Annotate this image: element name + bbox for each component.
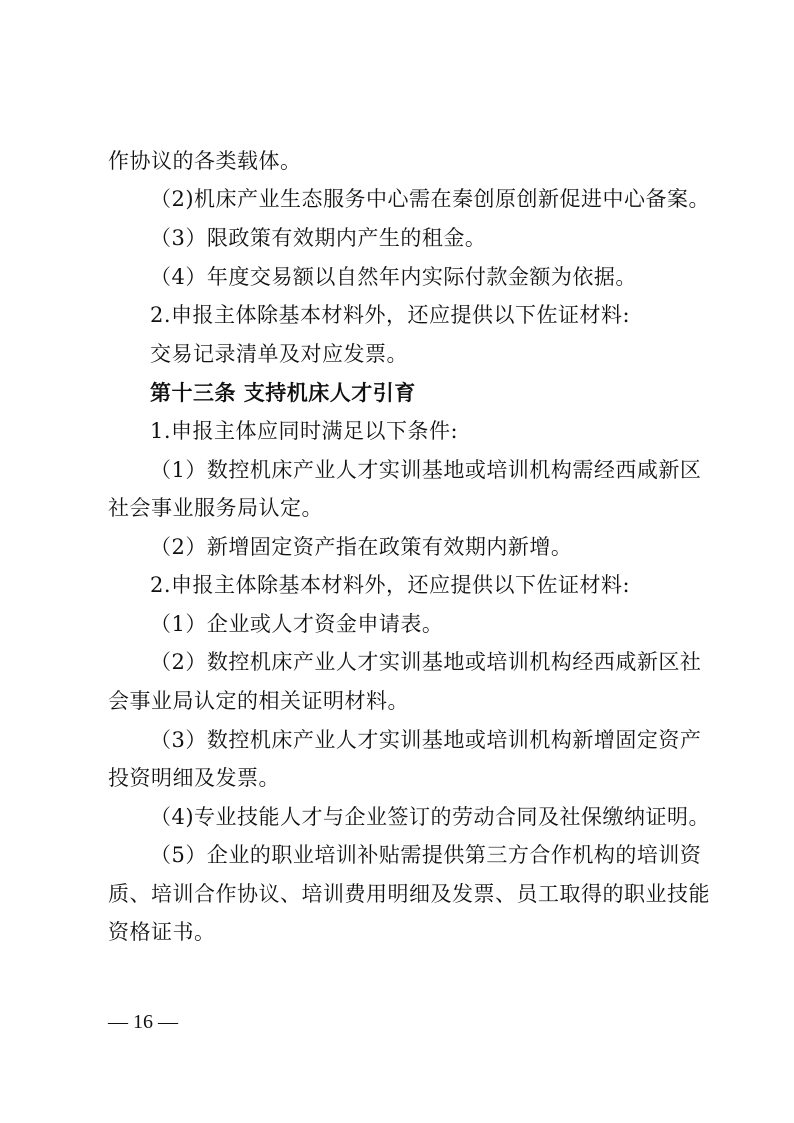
- text-line-4: （4）年度交易额以自然年内实际付款金额为依据。: [150, 265, 637, 289]
- text-line-6: 交易记录清单及对应发票。: [150, 342, 408, 366]
- text-line-9: （1）数控机床产业人才实训基地或培训机构需经西咸新区: [150, 458, 702, 482]
- text-line-16: （3）数控机床产业人才实训基地或培训机构新增固定资产: [150, 728, 702, 752]
- text-line-1: 作协议的各类载体。: [108, 149, 302, 173]
- text-line-20: 质、培训合作协议、培训费用明细及发票、员工取得的职业技能: [108, 882, 710, 906]
- page-number: — 16 —: [108, 1011, 178, 1033]
- text-line-2: （2)机床产业生态服务中心需在秦创原创新促进中心备案。: [150, 187, 711, 211]
- text-line-8: 1.申报主体应同时满足以下条件:: [150, 419, 459, 443]
- text-line-5: 2.申报主体除基本材料外，还应提供以下佐证材料:: [150, 303, 631, 327]
- text-line-18: （4)专业技能人才与企业签订的劳动合同及社保缴纳证明。: [150, 805, 711, 829]
- text-line-10: 社会事业服务局认定。: [108, 496, 323, 520]
- text-line-19: （5）企业的职业培训补贴需提供第三方合作机构的培训资: [150, 843, 702, 867]
- article-heading: 第十三条 支持机床人才引育: [150, 381, 416, 405]
- text-line-14: （2）数控机床产业人才实训基地或培训机构经西咸新区社: [150, 650, 702, 674]
- text-line-12: 2.申报主体除基本材料外，还应提供以下佐证材料:: [150, 573, 631, 597]
- text-line-11: （2）新增固定资产指在政策有效期内新增。: [150, 535, 573, 559]
- text-line-21: 资格证书。: [108, 920, 216, 944]
- text-line-15: 会事业局认定的相关证明材料。: [108, 689, 409, 713]
- text-line-17: 投资明细及发票。: [108, 766, 280, 790]
- text-line-13: （1）企业或人才资金申请表。: [150, 612, 444, 636]
- text-line-3: （3）限政策有效期内产生的租金。: [150, 226, 487, 250]
